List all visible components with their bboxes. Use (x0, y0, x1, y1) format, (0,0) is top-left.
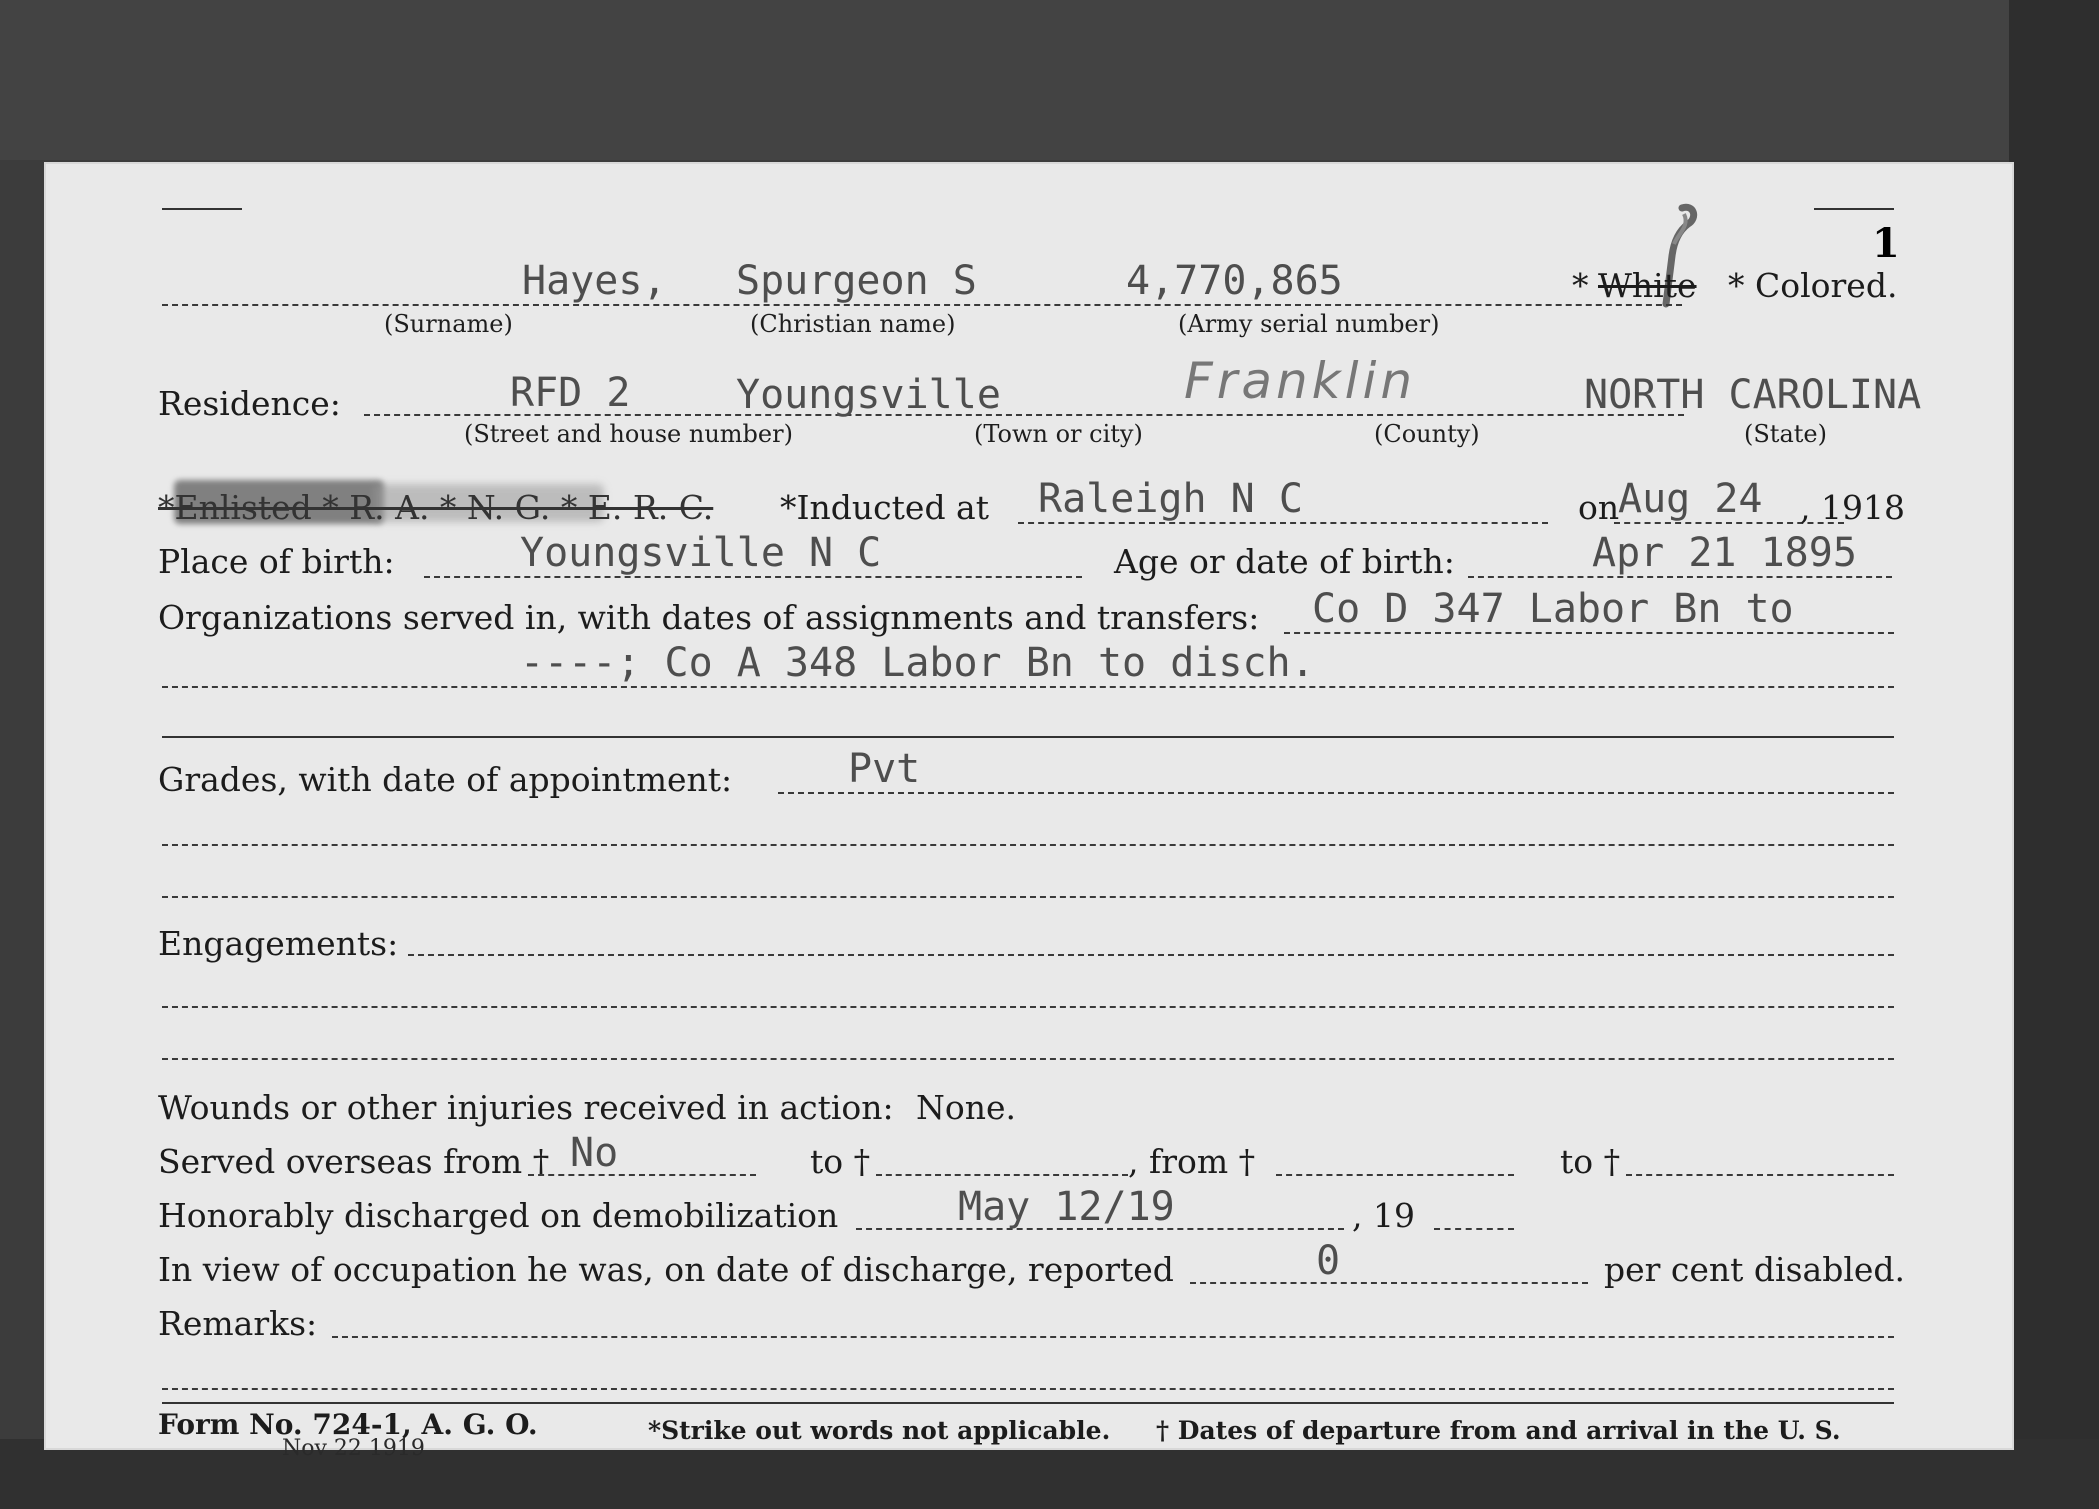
place-of-birth-value: Youngsville N C (520, 530, 882, 576)
engagements-line-3 (162, 1058, 1894, 1060)
date-of-birth-value: Apr 21 1895 (1592, 530, 1857, 576)
county-value: Franklin (1184, 352, 1417, 410)
engagements-line-2 (162, 1006, 1894, 1008)
dark-background-top (0, 0, 2099, 160)
residence-label: Residence: (158, 384, 341, 423)
overseas-label: Served overseas from † (158, 1142, 550, 1181)
town-value: Youngsville (736, 372, 1001, 418)
overseas-to2-label: to † (1560, 1142, 1621, 1181)
discharge-year: , 19 (1352, 1196, 1415, 1235)
grades-value: Pvt (848, 746, 921, 792)
town-caption: (Town or city) (974, 420, 1143, 448)
surname-value: Hayes, (522, 258, 667, 304)
inducted-line (1018, 522, 1548, 524)
organizations-label: Organizations served in, with dates of assignments and transfers: (158, 598, 1260, 637)
organizations-line-1 (1284, 632, 1894, 634)
serial-number-value: 4,770,865 (1126, 258, 1343, 304)
surname-caption: (Surname) (384, 310, 513, 338)
engagements-label: Engagements: (158, 924, 399, 963)
discharge-year-line (1434, 1228, 1514, 1230)
state-value: NORTH CAROLINA (1584, 372, 1922, 418)
remarks-line-1 (332, 1336, 1894, 1338)
record-card (44, 162, 2014, 1461)
christian-name-caption: (Christian name) (750, 310, 956, 338)
grades-line-1 (778, 792, 1894, 794)
place-of-birth-line (424, 576, 1082, 578)
place-of-birth-label: Place of birth: (158, 542, 395, 581)
inducted-place-value: Raleigh N C (1038, 476, 1303, 522)
discharge-label: Honorably discharged on demobilization (158, 1196, 839, 1235)
grades-line-2 (162, 844, 1894, 846)
state-caption: (State) (1744, 420, 1827, 448)
overseas-from2-line (1276, 1174, 1514, 1176)
overseas-to-label: to † (810, 1142, 871, 1181)
overseas-to-line (876, 1174, 1128, 1176)
inducted-label: *Inducted at (780, 488, 989, 527)
organizations-value-1: Co D 347 Labor Bn to (1312, 586, 1794, 632)
disability-label: In view of occupation he was, on date of discharge, reported (158, 1250, 1174, 1289)
county-caption: (County) (1374, 420, 1480, 448)
name-line (162, 304, 1682, 306)
overseas-from-line (528, 1174, 756, 1176)
enlisted-options: *Enlisted * R. A. * N. G. * E. R. C. (158, 488, 714, 527)
corner-rule-right (1814, 208, 1894, 210)
footer-rule (162, 1402, 1894, 1404)
age-line (1468, 576, 1892, 578)
card-number: 1 (1872, 220, 1900, 267)
wounds-label: Wounds or other injuries received in action: (158, 1088, 894, 1127)
grades-line-3 (162, 896, 1894, 898)
inducted-date-value: Aug 24 (1618, 476, 1763, 522)
stamp-date: Nov 22 1919 (282, 1436, 425, 1461)
form-number: Form No. 724-1, A. G. O. (158, 1408, 538, 1441)
grades-label: Grades, with date of appointment: (158, 760, 733, 799)
age-label: Age or date of birth: (1114, 542, 1455, 581)
remarks-line-2 (162, 1388, 1894, 1390)
street-value: RFD 2 (510, 370, 631, 416)
discharge-date-value: May 12/19 (958, 1184, 1175, 1230)
white-star: * (1572, 266, 1589, 305)
disability-line (1190, 1282, 1588, 1284)
dark-background-right (2009, 0, 2099, 1509)
overseas-value: No (570, 1130, 619, 1176)
christian-name-value: Spurgeon S (736, 258, 977, 304)
inducted-year: , 1918 (1800, 488, 1905, 527)
colored-option: * Colored. (1728, 266, 1898, 305)
disability-suffix: per cent disabled. (1604, 1250, 1906, 1289)
remarks-label: Remarks: (158, 1304, 318, 1343)
wounds-value: None. (916, 1088, 1017, 1127)
dates-note: † Dates of departure from and arrival in the U. S. (1156, 1416, 1841, 1445)
on-label: on (1578, 488, 1620, 527)
disability-value: 0 (1316, 1238, 1341, 1284)
overseas-to2-line (1626, 1174, 1894, 1176)
engagements-line-1 (408, 954, 1894, 956)
serial-number-caption: (Army serial number) (1178, 310, 1440, 338)
street-caption: (Street and house number) (464, 420, 793, 448)
white-option: White (1598, 266, 1697, 305)
corner-rule-left (162, 208, 242, 210)
organizations-line-3 (162, 736, 1894, 738)
organizations-line-2 (162, 686, 1894, 688)
strike-note: *Strike out words not applicable. (648, 1416, 1111, 1445)
organizations-value-2: ----; Co A 348 Labor Bn to disch. (520, 640, 1315, 686)
overseas-from2-label: , from † (1128, 1142, 1256, 1181)
